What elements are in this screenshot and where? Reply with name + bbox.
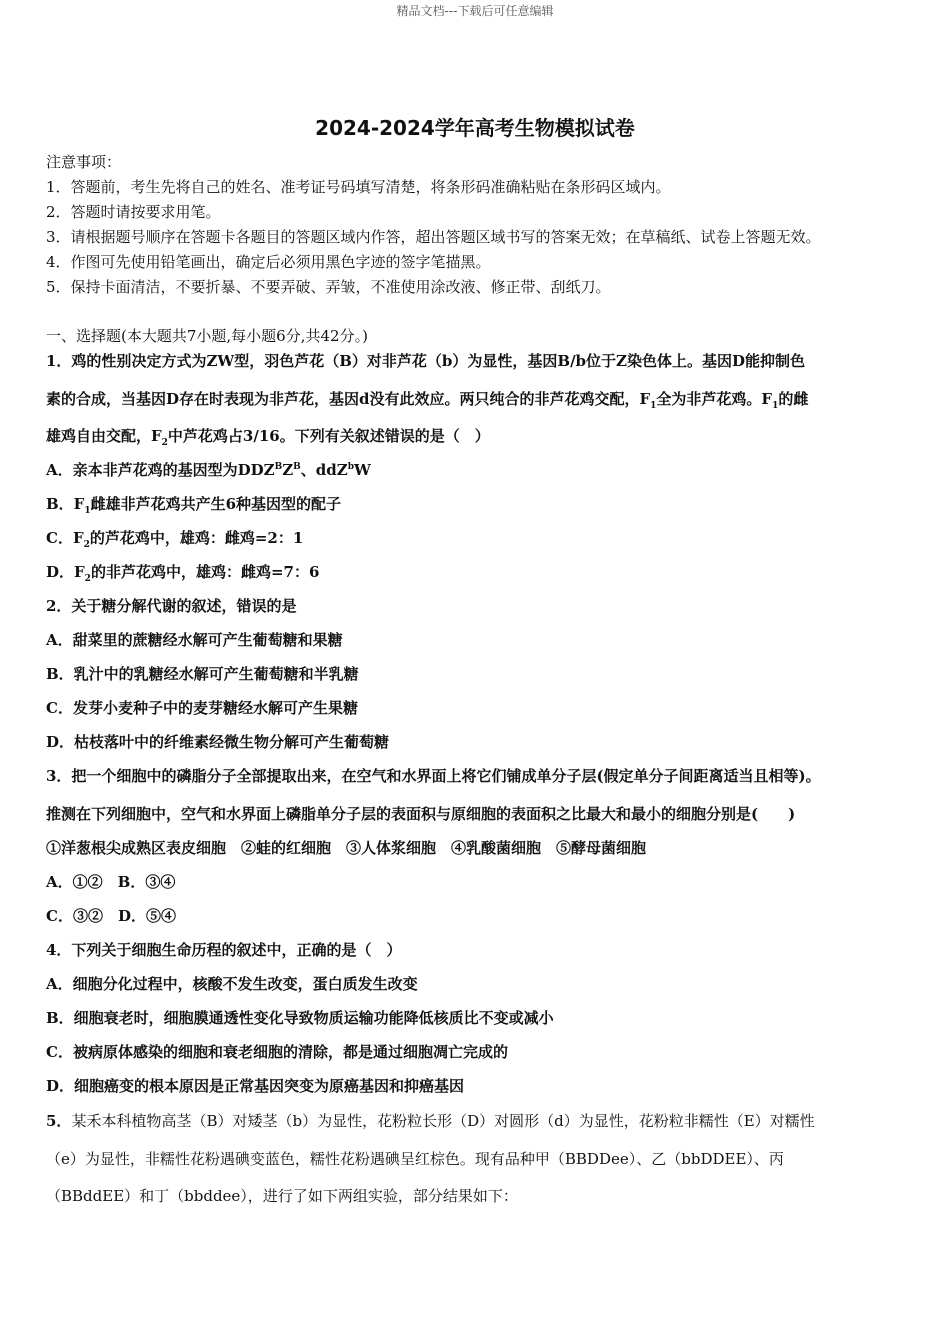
q1-option-c[interactable]: C．$F_2$的芦花鸡中，雄鸡：雌鸡=2：1 xyxy=(46,529,304,550)
q1-option-b[interactable]: B．$F_1$雌雄非芦花鸡共产生6种基因型的配子 xyxy=(46,495,342,516)
notice-item: 5．保持卡面清洁，不要折暴、不要弄破、弄皱，不准使用涂改液、修正带、刮纸刀。 xyxy=(46,278,611,296)
page-title: 2024-2024学年高考生物模拟试卷 xyxy=(315,116,635,140)
q2-option-a[interactable]: A．甜菜里的蔗糖经水解可产生葡萄糖和果糖 xyxy=(46,631,343,649)
q1-stem-line-2: 素的合成，当基因D存在时表现为非芦花，基因d没有此效应。两只纯合的非芦花鸡交配，$F_1$全为非芦花鸡。$F_1$的雌 xyxy=(46,390,809,411)
section-heading: 一、选择题(本大题共7小题,每小题6分,共42分。) xyxy=(46,327,368,345)
notice-item: 3．请根据题号顺序在答题卡各题目的答题区域内作答，超出答题区域书写的答案无效；在草稿纸、试卷上答题无效。 xyxy=(46,228,821,246)
q3-cell-list: ①洋葱根尖成熟区表皮细胞 ②蛙的红细胞 ③人体浆细胞 ④乳酸菌细胞 ⑤酵母菌细胞 xyxy=(46,839,647,857)
q5-stem-line-2: （e）为显性，非糯性花粉遇碘变蓝色，糯性花粉遇碘呈红棕色。现有品种甲（BBDDee）、乙（bbDDEE）、丙 xyxy=(46,1150,784,1168)
q1-stem-line-1: 1．鸡的性别决定方式为ZW型，羽色芦花（B）对非芦花（b）为显性，基因B/b位于Z染色体上。基因D能抑制色 xyxy=(46,352,806,370)
notice-heading: 注意事项： xyxy=(46,153,122,171)
q3-stem-line-2: 推测在下列细胞中，空气和水界面上磷脂单分子层的表面积与原细胞的表面积之比最大和最小的细胞分别是( ) xyxy=(46,805,796,823)
header-note: 精品文档---下载后可任意编辑 xyxy=(396,4,554,18)
q2-option-c[interactable]: C．发芽小麦种子中的麦芽糖经水解可产生果糖 xyxy=(46,699,358,717)
q4-option-d[interactable]: D．细胞癌变的根本原因是正常基因突变为原癌基因和抑癌基因 xyxy=(46,1077,465,1095)
notice-item: 2．答题时请按要求用笔。 xyxy=(46,203,221,221)
q2-stem: 2．关于糖分解代谢的叙述，错误的是 xyxy=(46,597,297,615)
q4-option-c[interactable]: C．被病原体感染的细胞和衰老细胞的清除，都是通过细胞凋亡完成的 xyxy=(46,1043,508,1061)
q5-stem-line-3: （BBddEE）和丁（bbddee），进行了如下两组实验，部分结果如下： xyxy=(46,1187,518,1205)
q4-option-a[interactable]: A．细胞分化过程中，核酸不发生改变，蛋白质发生改变 xyxy=(46,975,418,993)
q2-option-d[interactable]: D．枯枝落叶中的纤维素经微生物分解可产生葡萄糖 xyxy=(46,733,390,751)
q4-option-b[interactable]: B．细胞衰老时，细胞膜通透性变化导致物质运输功能降低核质比不变或减小 xyxy=(46,1009,554,1027)
q1-stem-line-3: 雄鸡自由交配，$F_2$中芦花鸡占3/16。下列有关叙述错误的是（ ） xyxy=(46,427,490,448)
q4-stem: 4．下列关于细胞生命历程的叙述中，正确的是（ ） xyxy=(46,941,402,959)
q5-stem-line-1: 5．某禾本科植物高茎（B）对矮茎（b）为显性，花粉粒长形（D）对圆形（d）为显性，花粉粒非糯性（E）对糯性 xyxy=(46,1112,815,1130)
q3-options-ab[interactable]: A．①② B．③④ xyxy=(46,873,176,891)
q1-option-d[interactable]: D．$F_2$的非芦花鸡中，雄鸡：雌鸡=7：6 xyxy=(46,563,320,584)
notice-item: 1．答题前，考生先将自己的姓名、准考证号码填写清楚，将条形码准确粘贴在条形码区域内。 xyxy=(46,178,671,196)
q1-option-a[interactable]: A．亲本非芦花鸡的基因型为$DDZ^BZ^B$、ddZ$^b$W xyxy=(46,461,371,479)
notice-item: 4．作图可先使用铅笔画出，确定后必须用黑色字迹的签字笔描黑。 xyxy=(46,253,491,271)
q2-option-b[interactable]: B．乳汁中的乳糖经水解可产生葡萄糖和半乳糖 xyxy=(46,665,359,683)
q3-options-cd[interactable]: C．③② D．⑤④ xyxy=(46,907,176,925)
q3-stem-line-1: 3．把一个细胞中的磷脂分子全部提取出来，在空气和水界面上将它们铺成单分子层(假定单分子间距离适当且相等)。 xyxy=(46,767,821,785)
